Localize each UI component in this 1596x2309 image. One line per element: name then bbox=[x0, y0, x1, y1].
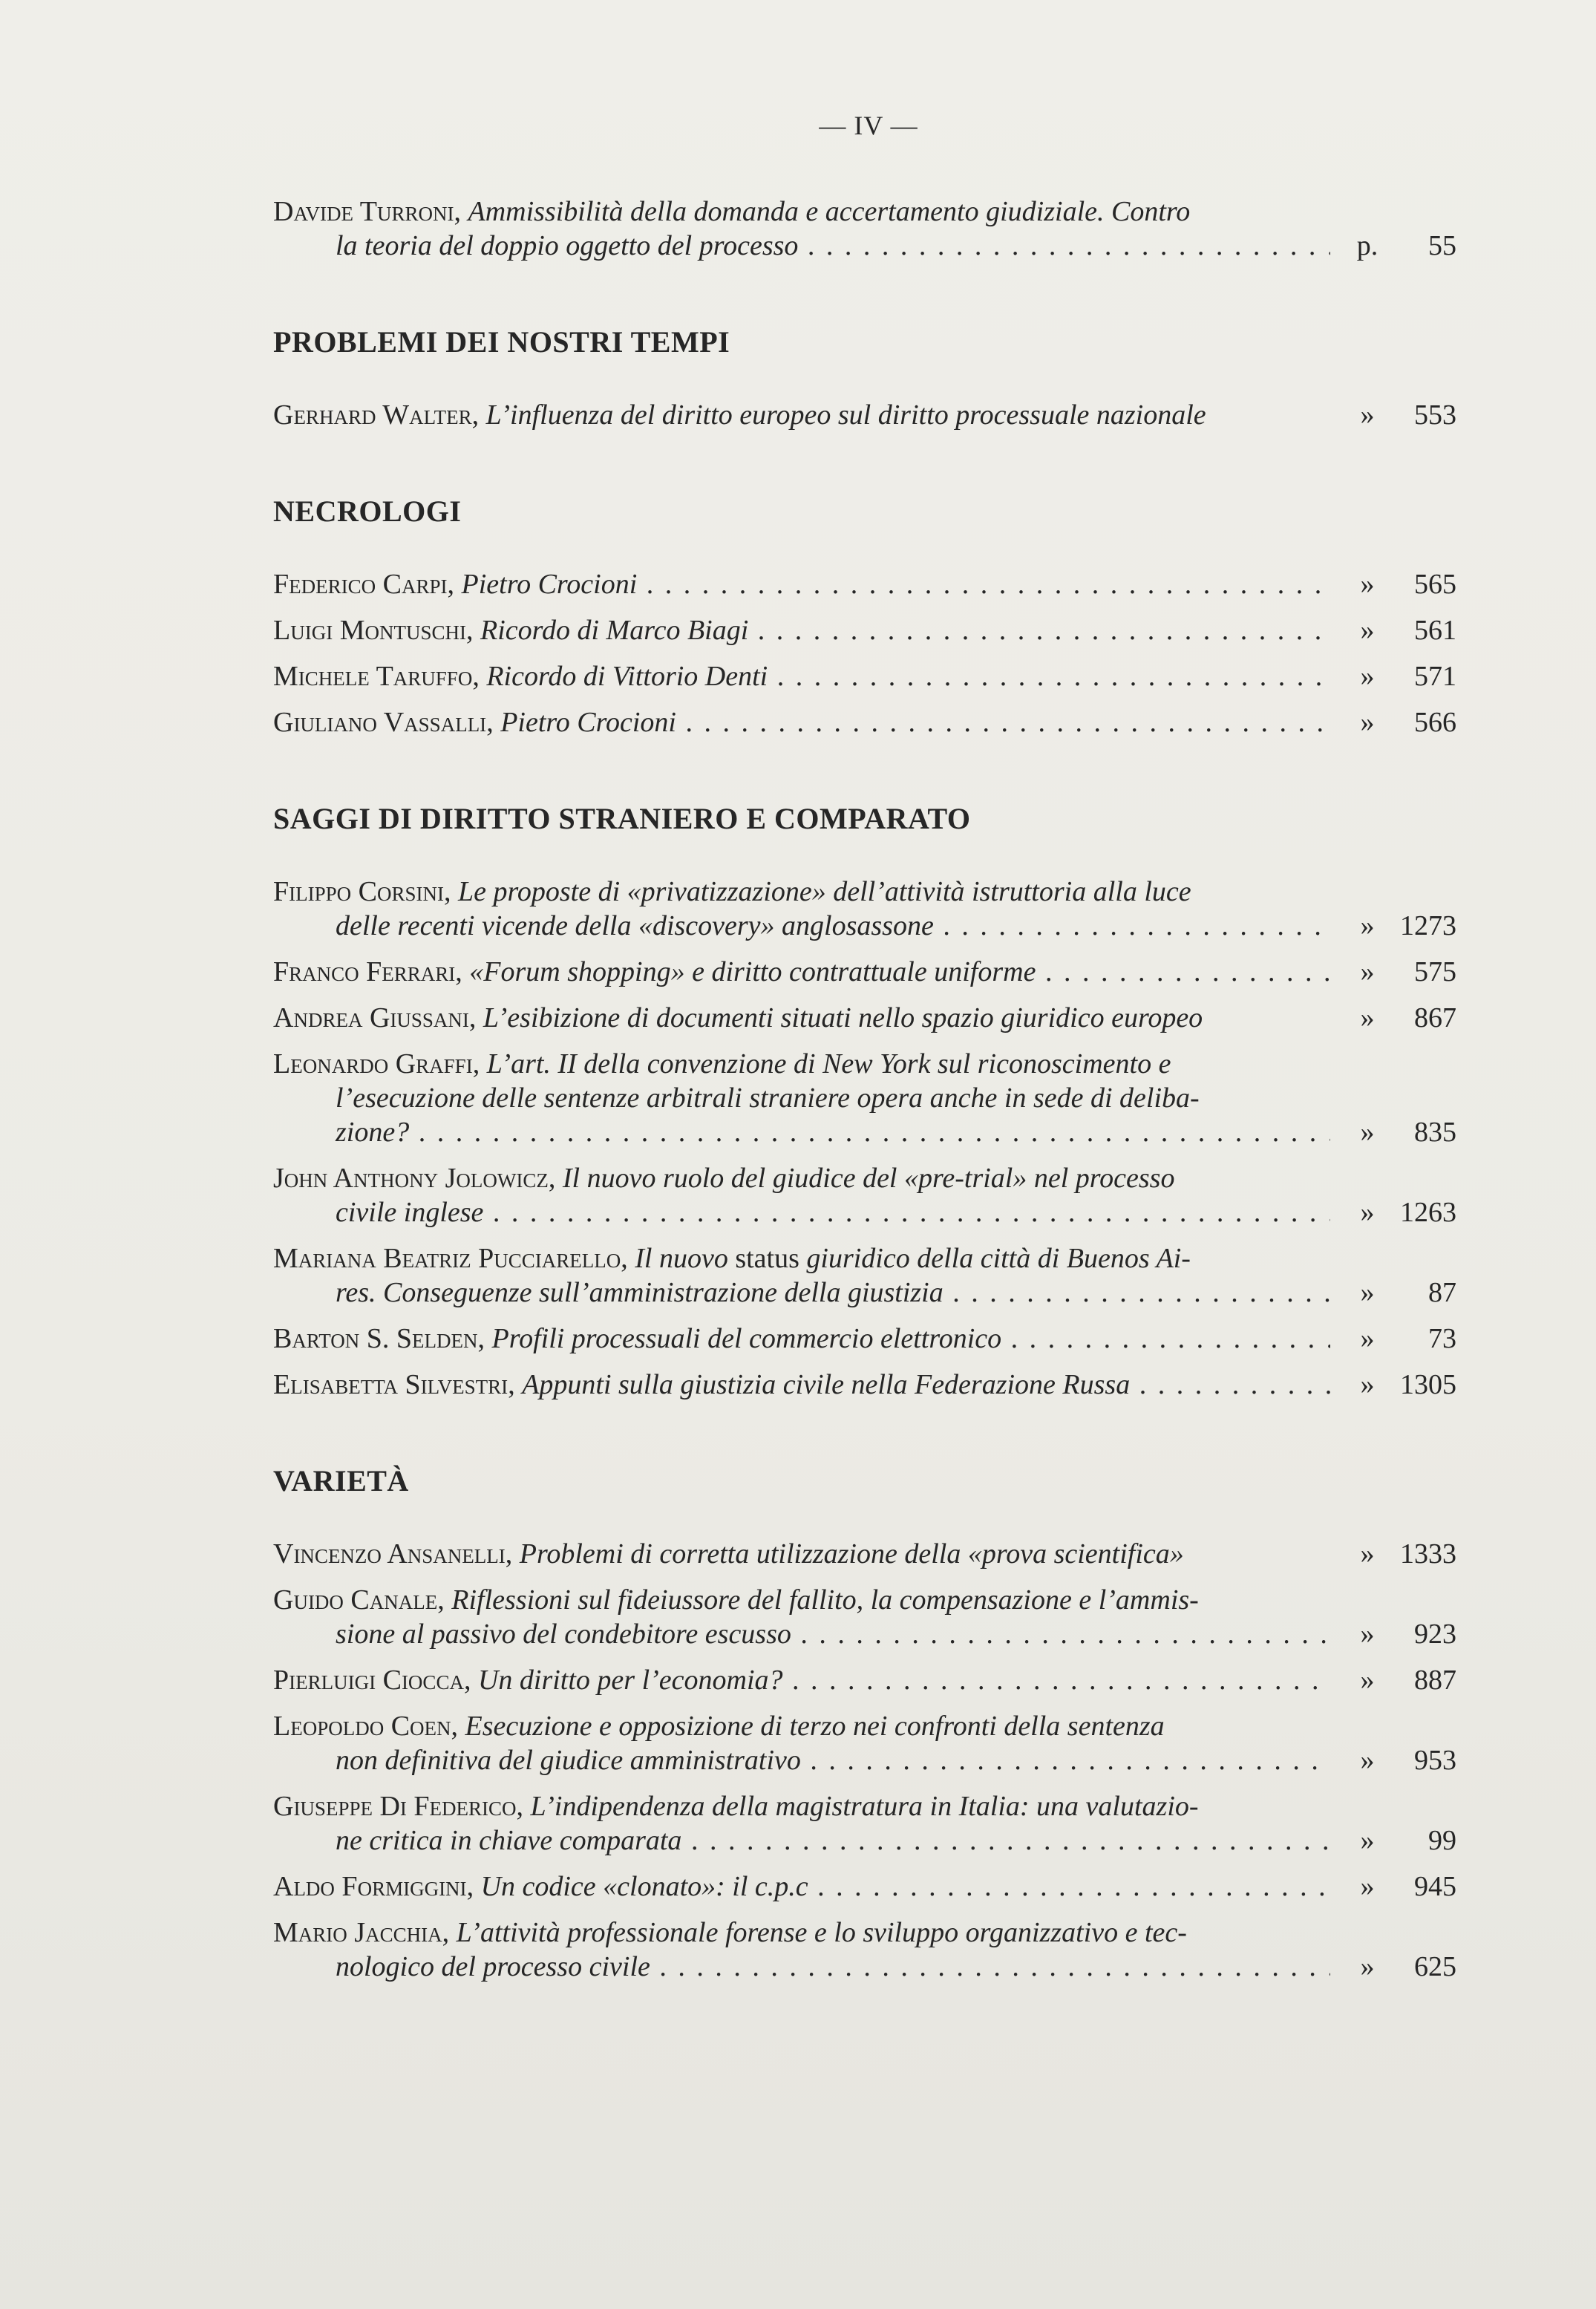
toc-entry-ciocca: Pierluigi Ciocca, Un diritto per l’economia? . . . » 887 bbox=[273, 1663, 1456, 1697]
toc-entry-corsini: Filippo Corsini, Le proposte di «privatizzazione» dell’attività istruttoria alla luce delle recenti vicende della «discovery» anglosassone . . . » 1273 bbox=[273, 875, 1456, 943]
entry-title-cont: non definitiva del giudice amministrativo bbox=[336, 1745, 801, 1776]
toc-entry-ansanelli: Vincenzo Ansanelli, Problemi di corretta utilizzazione della «prova scientifica» » 1333 bbox=[273, 1538, 1456, 1570]
page-marker: » bbox=[1360, 661, 1375, 692]
entry-title: L’esibizione di documenti situati nello spazio giuridico europeo bbox=[483, 1002, 1203, 1033]
entry-author: Leopoldo Coen bbox=[273, 1711, 451, 1742]
entry-title-cont: ne critica in chiave comparata bbox=[336, 1825, 682, 1856]
page-ref: 575 bbox=[1414, 956, 1456, 987]
entry-author: John Anthony Jolowicz bbox=[273, 1163, 549, 1194]
entry-author: Giuseppe Di Federico bbox=[273, 1791, 517, 1822]
page-marker: » bbox=[1360, 1117, 1375, 1148]
page-marker: » bbox=[1360, 1665, 1375, 1696]
entry-title: Il nuovo ruolo del giudice del «pre-trial» nel processo bbox=[562, 1163, 1175, 1194]
page-marker: » bbox=[1360, 910, 1375, 941]
entry-title: L’attività professionale forense e lo sviluppo organizzativo e tec- bbox=[456, 1917, 1187, 1948]
toc-entry-pucciarello: Mariana Beatriz Pucciarello, Il nuovo status giuridico della città di Buenos Ai- res. Conseguenze sull’amministrazione della giustizia . . . » 87 bbox=[273, 1241, 1456, 1310]
page-ref: 1333 bbox=[1400, 1538, 1456, 1570]
entry-title: Esecuzione e opposizione di terzo nei confronti della sentenza bbox=[465, 1711, 1165, 1742]
toc-entry-taruffo: Michele Taruffo, Ricordo di Vittorio Denti . . . » 571 bbox=[273, 659, 1456, 693]
page-ref: 945 bbox=[1414, 1871, 1456, 1902]
entry-author: Filippo Corsini bbox=[273, 876, 444, 907]
entry-title-cont: sione al passivo del condebitore escusso bbox=[336, 1619, 791, 1650]
page-ref: 55 bbox=[1428, 230, 1456, 261]
entry-title-cont: nologico del processo civile bbox=[336, 1951, 650, 1982]
section-title-necrologi: NECROLOGI bbox=[273, 494, 462, 528]
entry-author: Elisabetta Silvestri bbox=[273, 1369, 508, 1400]
page-ref: 1305 bbox=[1400, 1369, 1456, 1400]
entry-title-cont: res. Conseguenze sull’amministrazione della giustizia bbox=[336, 1277, 943, 1308]
entry-title: L’indipendenza della magistratura in Italia: una valutazio- bbox=[530, 1791, 1199, 1822]
entry-title: Pietro Crocioni bbox=[461, 569, 638, 600]
toc-entry-silvestri: Elisabetta Silvestri, Appunti sulla giustizia civile nella Federazione Russa . . . » 1305 bbox=[273, 1368, 1456, 1402]
page-ref: 565 bbox=[1414, 569, 1456, 600]
entry-title-cont: l’esecuzione delle sentenze arbitrali straniere opera anche in sede di deliba- bbox=[336, 1082, 1200, 1114]
page-ref: 571 bbox=[1414, 661, 1456, 692]
page-marker: » bbox=[1360, 707, 1375, 738]
entry-title: «Forum shopping» e diritto contrattuale uniforme bbox=[469, 956, 1036, 987]
entry-title-cont: la teoria del doppio oggetto del processo bbox=[336, 230, 799, 261]
toc-entry-coen: Leopoldo Coen, Esecuzione e opposizione di terzo nei confronti della sentenza non definitiva del giudice amministrativo . . . » 953 bbox=[273, 1709, 1456, 1777]
page-marker: » bbox=[1360, 1369, 1375, 1400]
page-ref: 566 bbox=[1414, 707, 1456, 738]
entry-title: Problemi di corretta utilizzazione della «prova scientifica» bbox=[519, 1538, 1184, 1570]
entry-title-cont: delle recenti vicende della «discovery» anglosassone bbox=[336, 910, 934, 941]
entry-author: Aldo Formiggini bbox=[273, 1871, 467, 1902]
table-of-contents bbox=[273, 195, 1456, 1984]
page-ref: 887 bbox=[1414, 1665, 1456, 1696]
toc-entry-jacchia: Mario Jacchia, L’attività professionale forense e lo sviluppo organizzativo e tec- nologico del processo civile . . . » 625 bbox=[273, 1916, 1456, 1984]
toc-entry-canale: Guido Canale, Riflessioni sul fideiussore del fallito, la compensazione e l’ammis- sione al passivo del condebitore escusso . . . » 923 bbox=[273, 1583, 1456, 1651]
page-ref: 1273 bbox=[1400, 910, 1456, 941]
toc-entry-ferrari: Franco Ferrari, «Forum shopping» e diritto contrattuale uniforme . . . » 575 bbox=[273, 955, 1456, 989]
page-ref: 561 bbox=[1414, 615, 1456, 646]
page-marker: » bbox=[1360, 956, 1375, 987]
toc-entry-turroni: Davide Turroni, Ammissibilità della domanda e accertamento giudiziale. Contro la teoria del doppio oggetto del processo . . . p. 55 bbox=[273, 195, 1456, 263]
entry-title: Le proposte di «privatizzazione» dell’attività istruttoria alla luce bbox=[458, 876, 1191, 907]
entry-author: Andrea Giussani bbox=[273, 1002, 469, 1033]
section-title-varieta: VARIETÀ bbox=[273, 1464, 409, 1498]
entry-title-roman: status bbox=[735, 1243, 799, 1274]
page-marker: » bbox=[1360, 1619, 1375, 1650]
entry-author: Barton S. Selden bbox=[273, 1323, 478, 1354]
page-ref: 553 bbox=[1414, 399, 1456, 431]
entry-title: Ammissibilità della domanda e accertamento giudiziale. Contro bbox=[468, 196, 1191, 227]
entry-title: Un codice «clonato»: il c.p.c bbox=[480, 1871, 808, 1902]
entry-author: Davide Turroni bbox=[273, 196, 454, 227]
entry-title-cont: zione? bbox=[336, 1117, 410, 1148]
toc-entry-formiggini: Aldo Formiggini, Un codice «clonato»: il c.p.c . . . » 945 bbox=[273, 1869, 1456, 1904]
entry-title: L’art. II della convenzione di New York sul riconoscimento e bbox=[486, 1048, 1171, 1080]
entry-author: Guido Canale bbox=[273, 1584, 438, 1616]
toc-entry-graffi: Leonardo Graffi, L’art. II della convenzione di New York sul riconoscimento e l’esecuzione delle sentenze arbitrali straniere opera anche in sede di deliba- zione? . . . » 835 bbox=[273, 1047, 1456, 1149]
page-ref: 73 bbox=[1428, 1323, 1456, 1354]
entry-author: Giuliano Vassalli bbox=[273, 707, 487, 738]
page-ref: 867 bbox=[1414, 1002, 1456, 1033]
entry-author: Leonardo Graffi bbox=[273, 1048, 473, 1080]
page-marker: » bbox=[1360, 399, 1375, 431]
page-ref: 835 bbox=[1414, 1117, 1456, 1148]
entry-author: Gerhard Walter bbox=[273, 399, 472, 431]
section-title-saggi: SAGGI DI DIRITTO STRANIERO E COMPARATO bbox=[273, 802, 971, 835]
entry-author: Franco Ferrari bbox=[273, 956, 456, 987]
page-marker: » bbox=[1360, 1951, 1375, 1982]
page-ref: 99 bbox=[1428, 1825, 1456, 1856]
entry-title: Il nuovo bbox=[635, 1243, 728, 1274]
page-marker: p. bbox=[1356, 230, 1378, 261]
entry-title: Ricordo di Marco Biagi bbox=[480, 615, 749, 646]
entry-title: Pietro Crocioni bbox=[500, 707, 676, 738]
page-marker: » bbox=[1360, 1323, 1375, 1354]
entry-title: Ricordo di Vittorio Denti bbox=[486, 661, 768, 692]
entry-title: Profili processuali del commercio elettronico bbox=[491, 1323, 1002, 1354]
page-marker: » bbox=[1360, 1277, 1375, 1308]
entry-author: Pierluigi Ciocca bbox=[273, 1665, 464, 1696]
page-ref: 923 bbox=[1414, 1619, 1456, 1650]
entry-title: Appunti sulla giustizia civile nella Federazione Russa bbox=[522, 1369, 1131, 1400]
toc-entry-vassalli: Giuliano Vassalli, Pietro Crocioni . . . » 566 bbox=[273, 705, 1456, 739]
toc-entry-walter: Gerhard Walter, L’influenza del diritto europeo sul diritto processuale nazionale » 553 bbox=[273, 399, 1456, 431]
page-marker: » bbox=[1360, 615, 1375, 646]
toc-entry-di-federico: Giuseppe Di Federico, L’indipendenza della magistratura in Italia: una valutazio- ne critica in chiave comparata . . . » 99 bbox=[273, 1789, 1456, 1858]
entry-title-rest: giuridico della città di Buenos Ai- bbox=[806, 1243, 1191, 1274]
page-ref: 1263 bbox=[1400, 1197, 1456, 1228]
page-marker: » bbox=[1360, 569, 1375, 600]
entry-author: Luigi Montuschi bbox=[273, 615, 466, 646]
toc-entry-giussani: Andrea Giussani, L’esibizione di documenti situati nello spazio giuridico europeo » 867 bbox=[273, 1002, 1456, 1033]
page-ref: 625 bbox=[1414, 1951, 1456, 1982]
entry-author: Mario Jacchia bbox=[273, 1917, 442, 1948]
page-marker: » bbox=[1360, 1825, 1375, 1856]
section-title-problemi: PROBLEMI DEI NOSTRI TEMPI bbox=[273, 325, 730, 359]
toc-entry-montuschi: Luigi Montuschi, Ricordo di Marco Biagi . . . » 561 bbox=[273, 613, 1456, 647]
page-marker: » bbox=[1360, 1745, 1375, 1776]
page-ref: 87 bbox=[1428, 1277, 1456, 1308]
toc-entry-jolowicz: John Anthony Jolowicz, Il nuovo ruolo del giudice del «pre-trial» nel processo civile inglese . . . » 1263 bbox=[273, 1161, 1456, 1229]
entry-author: Michele Taruffo bbox=[273, 661, 473, 692]
page-marker: » bbox=[1360, 1538, 1375, 1570]
page-marker: » bbox=[1360, 1871, 1375, 1902]
page-ref: 953 bbox=[1414, 1745, 1456, 1776]
entry-title-cont: civile inglese bbox=[336, 1197, 484, 1228]
entry-title: Riflessioni sul fideiussore del fallito, la compensazione e l’ammis- bbox=[451, 1584, 1199, 1616]
entry-author: Mariana Beatriz Pucciarello bbox=[273, 1243, 621, 1274]
entry-author: Vincenzo Ansanelli bbox=[273, 1538, 506, 1570]
page-number: — IV — bbox=[819, 111, 918, 140]
toc-entry-carpi: Federico Carpi, Pietro Crocioni . . . » 565 bbox=[273, 567, 1456, 601]
page-marker: » bbox=[1360, 1002, 1375, 1033]
entry-author: Federico Carpi bbox=[273, 569, 448, 600]
entry-title: L’influenza del diritto europeo sul diritto processuale nazionale bbox=[485, 399, 1206, 431]
entry-title: Un diritto per l’economia? bbox=[477, 1665, 783, 1696]
toc-entry-selden: Barton S. Selden, Profili processuali del commercio elettronico . . . » 73 bbox=[273, 1322, 1456, 1356]
page-marker: » bbox=[1360, 1197, 1375, 1228]
